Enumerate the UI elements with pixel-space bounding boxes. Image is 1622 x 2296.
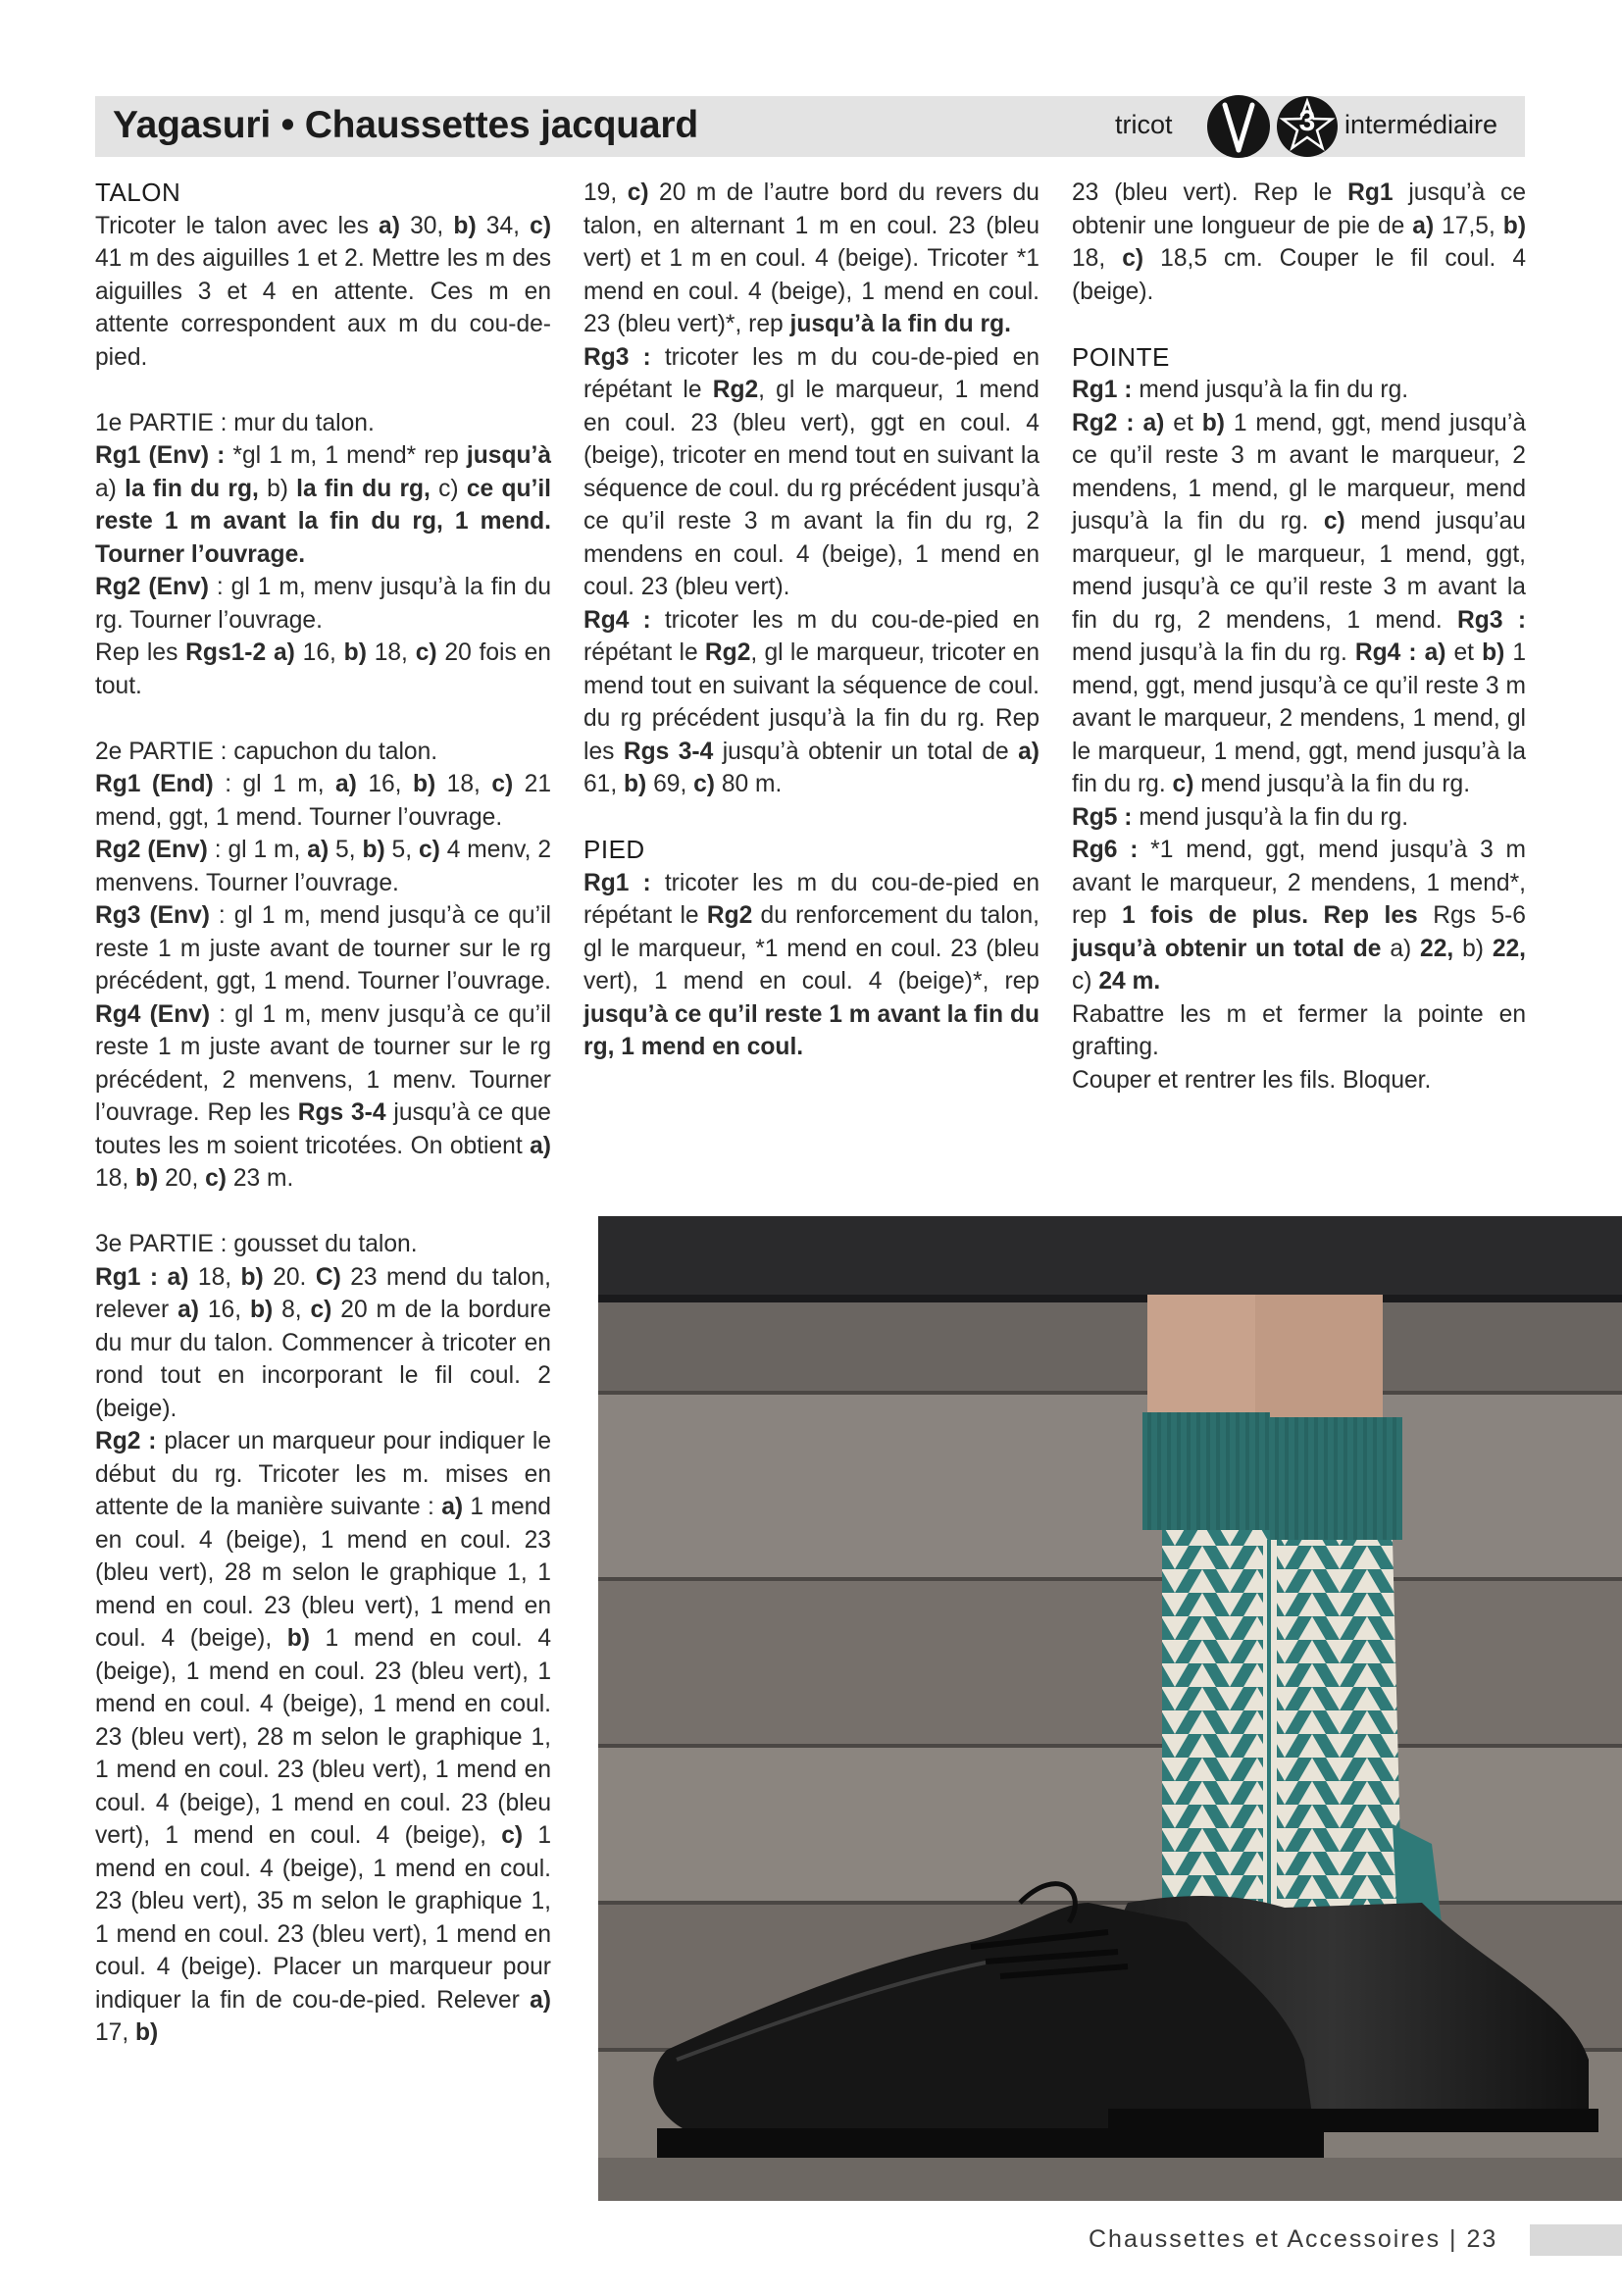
instruction-paragraph: Rg1 : a) 18, b) 20. C) 23 mend du talon, relever a) 16, b) 8, c) 20 m de la bordure du mur du talon. Commencer à tricoter en rond tout en incorporant le fil coul. 2 (beige). — [95, 1263, 551, 1422]
difficulty-level-number: 3 — [1298, 105, 1316, 137]
paragraph-gap — [95, 1196, 551, 1229]
section-heading: TALON — [95, 178, 181, 207]
instruction-paragraph: 2e PARTIE : capuchon du talon. — [95, 738, 438, 765]
section-heading: POINTE — [1072, 341, 1170, 372]
paragraph-gap — [95, 374, 551, 407]
instruction-paragraph: Rg1 : tricoter les m du cou-de-pied en répétant le Rg2 du renforcement du talon, gl le marqueur, *1 mend en coul. 23 (bleu vert), 1 mend en coul. 4 (beige)*, rep jusqu’à ce qu’il reste 1 m avant la fin du rg, 1 mend en coul. — [583, 869, 1039, 1060]
instruction-paragraph: 3e PARTIE : gousset du talon. — [95, 1231, 418, 1257]
difficulty-star-icon — [1276, 95, 1339, 158]
section-heading: PIED — [583, 835, 645, 864]
instruction-paragraph: Rg1 (Env) : *gl 1 m, 1 mend* rep jusqu’à a) la fin du rg, b) la fin du rg, c) ce qu’il reste 1 m avant la fin du rg, 1 mend. Tourner l’ouvrage. — [95, 442, 551, 568]
craft-label: tricot — [1115, 110, 1173, 139]
text-column-1 — [95, 177, 551, 2050]
instruction-paragraph: 23 (bleu vert). Rep le Rg1 jusqu’à ce obtenir une longueur de pie de a) 17,5, b) 18, c) 18,5 cm. Couper le fil coul. 4 (beige). — [1072, 179, 1527, 305]
knitting-needles-icon — [1207, 95, 1270, 158]
instruction-paragraph: Rg6 : *1 mend, ggt, mend jusqu’à 3 m avant le marqueur, 2 mendens, 1 mend*, rep 1 fois de plus. Rep les Rgs 5-6 jusqu’à obtenir un total de a) 22, b) 22, c) 24 m. — [1072, 837, 1527, 995]
instruction-paragraph: Rg5 : mend jusqu’à la fin du rg. — [1072, 803, 1409, 831]
instruction-paragraph: Rg2 (Env) : gl 1 m, a) 5, b) 5, c) 4 menv, 2 menvens. Tourner l’ouvrage. — [95, 837, 551, 896]
instruction-paragraph: Rg4 : tricoter les m du cou-de-pied en répétant le Rg2, gl le marqueur, tricoter en mend tout en suivant la séquence de coul. du rg précédent jusqu’à la fin du rg. Rep les Rgs 3-4 jusqu’à obtenir un total de a) 61, b) 69, c) 80 m. — [583, 606, 1040, 797]
page-number: 23 — [1466, 2225, 1498, 2253]
instruction-paragraph: Rg2 (Env) : gl 1 m, menv jusqu’à la fin du rg. Tourner l’ouvrage. — [95, 574, 551, 634]
instruction-paragraph: Rg2 : placer un marqueur pour indiquer le début du rg. Tricoter les m. mises en attente de la manière suivante : a) 1 mend en coul. 4 (beige), 1 mend en coul. 23 (bleu vert), 28 m selon le graphique 1, 1 mend en coul. 23 (bleu vert), 1 mend en coul. 4 (beige), b) 1 mend en coul. 4 (beige), 1 mend en coul. 23 (bleu vert), 1 mend en coul. 4 (beige), 1 mend en coul. 23 (bleu vert), 28 m selon le graphique 1, 1 mend en coul. 23 (bleu vert), 1 mend en coul. 4 (beige), 1 mend en coul. 23 (bleu vert), 1 mend en coul. 4 (beige), c) 1 mend en coul. 4 (beige), 1 mend en coul. 23 (bleu vert), 35 m selon le graphique 1, 1 mend en coul. 23 (bleu vert), 1 mend en coul. 4 (beige). Placer un marqueur pour indiquer la fin de cou-de-pied. Relever a) 17, b) — [95, 1428, 552, 2046]
page-footer — [1089, 2225, 1497, 2254]
section-name: Chaussettes et Accessoires — [1089, 2225, 1442, 2253]
paragraph-gap — [583, 801, 1039, 835]
sock-photo — [598, 1216, 1622, 2201]
instruction-paragraph: Rg3 (Env) : gl 1 m, mend jusqu’à ce qu’il reste 1 m juste avant de tourner sur le rg précédent, ggt, 1 mend. Tourner l’ouvrage. Rg4 (Env) : gl 1 m, menv jusqu’à ce qu’il reste 1 m juste avant de tourner sur le rg précédent, 2 menvens, 1 menv. Tourner l’ouvrage. Rep les Rgs 3-4 jusqu’à ce que toutes les m soient tricotées. On obtient a) 18, b) 20, c) 23 m. — [95, 902, 551, 1192]
instruction-paragraph: Rg3 : tricoter les m du cou-de-pied en répétant le Rg2, gl le marqueur, 1 mend en coul. 23 (bleu vert), ggt en coul. 4 (beige), tricoter en mend tout en suivant la séquence de coul. du rg précédent jusqu’à ce qu’il reste 3 m avant la fin du rg, 2 mendens en coul. 4 (beige), 1 mend en coul. 23 (bleu vert). — [583, 343, 1039, 600]
footer-separator: | — [1449, 2225, 1458, 2253]
text-column-2 — [583, 177, 1039, 1064]
text-column-3 — [1072, 177, 1526, 1097]
instruction-paragraph: Couper et rentrer les fils. Bloquer. — [1072, 1066, 1432, 1094]
page-title: Yagasuri • Chaussettes jacquard — [113, 104, 699, 146]
page-header — [95, 96, 1525, 157]
instruction-paragraph: Rabattre les m et fermer la pointe en grafting. — [1072, 1000, 1526, 1060]
instruction-paragraph: Rg1 (End) : gl 1 m, a) 16, b) 18, c) 21 mend, ggt, 1 mend. Tourner l’ouvrage. — [95, 771, 551, 831]
paragraph-gap — [1072, 308, 1526, 341]
instruction-paragraph: Rg1 : mend jusqu’à la fin du rg. — [1072, 377, 1409, 403]
instruction-paragraph: Rep les Rgs1-2 a) 16, b) 18, c) 20 fois en tout. — [95, 639, 551, 699]
paragraph-gap — [95, 702, 551, 736]
instruction-paragraph: 1e PARTIE : mur du talon. — [95, 409, 375, 436]
instruction-paragraph: Tricoter le talon avec les a) 30, b) 34, c) 41 m des aiguilles 1 et 2. Mettre les m des aiguilles 3 et 4 en attente. Ces m en attente correspondent aux m du cou-de-pied. — [95, 212, 552, 371]
footer-bar — [1530, 2224, 1622, 2256]
difficulty-label: intermédiaire — [1344, 110, 1498, 139]
instruction-paragraph: 19, c) 20 m de l’autre bord du revers du talon, en alternant 1 m en coul. 23 (bleu vert) et 1 m en coul. 4 (beige). Tricoter *1 mend en coul. 4 (beige), 1 mend en coul. 23 (bleu vert)*, rep jusqu’à la fin du rg. — [583, 179, 1039, 337]
instruction-paragraph: Rg2 : a) et b) 1 mend, ggt, mend jusqu’à ce qu’il reste 3 m avant le marqueur, 2 mendens, 1 mend, gl le marqueur, mend jusqu’à la fin du rg. c) mend jusqu’au marqueur, gl le marqueur, 1 mend, ggt, mend jusqu’à ce qu’il reste 3 m avant la fin du rg, 2 mendens, 1 mend. Rg3 : mend jusqu’à la fin du rg. Rg4 : a) et b) 1 mend, ggt, mend jusqu’à ce qu’il reste 3 m avant le marqueur, 2 mendens, 1 mend, gl le marqueur, 1 mend, ggt, mend jusqu’à la fin du rg. c) mend jusqu’à la fin du rg. — [1072, 409, 1527, 797]
